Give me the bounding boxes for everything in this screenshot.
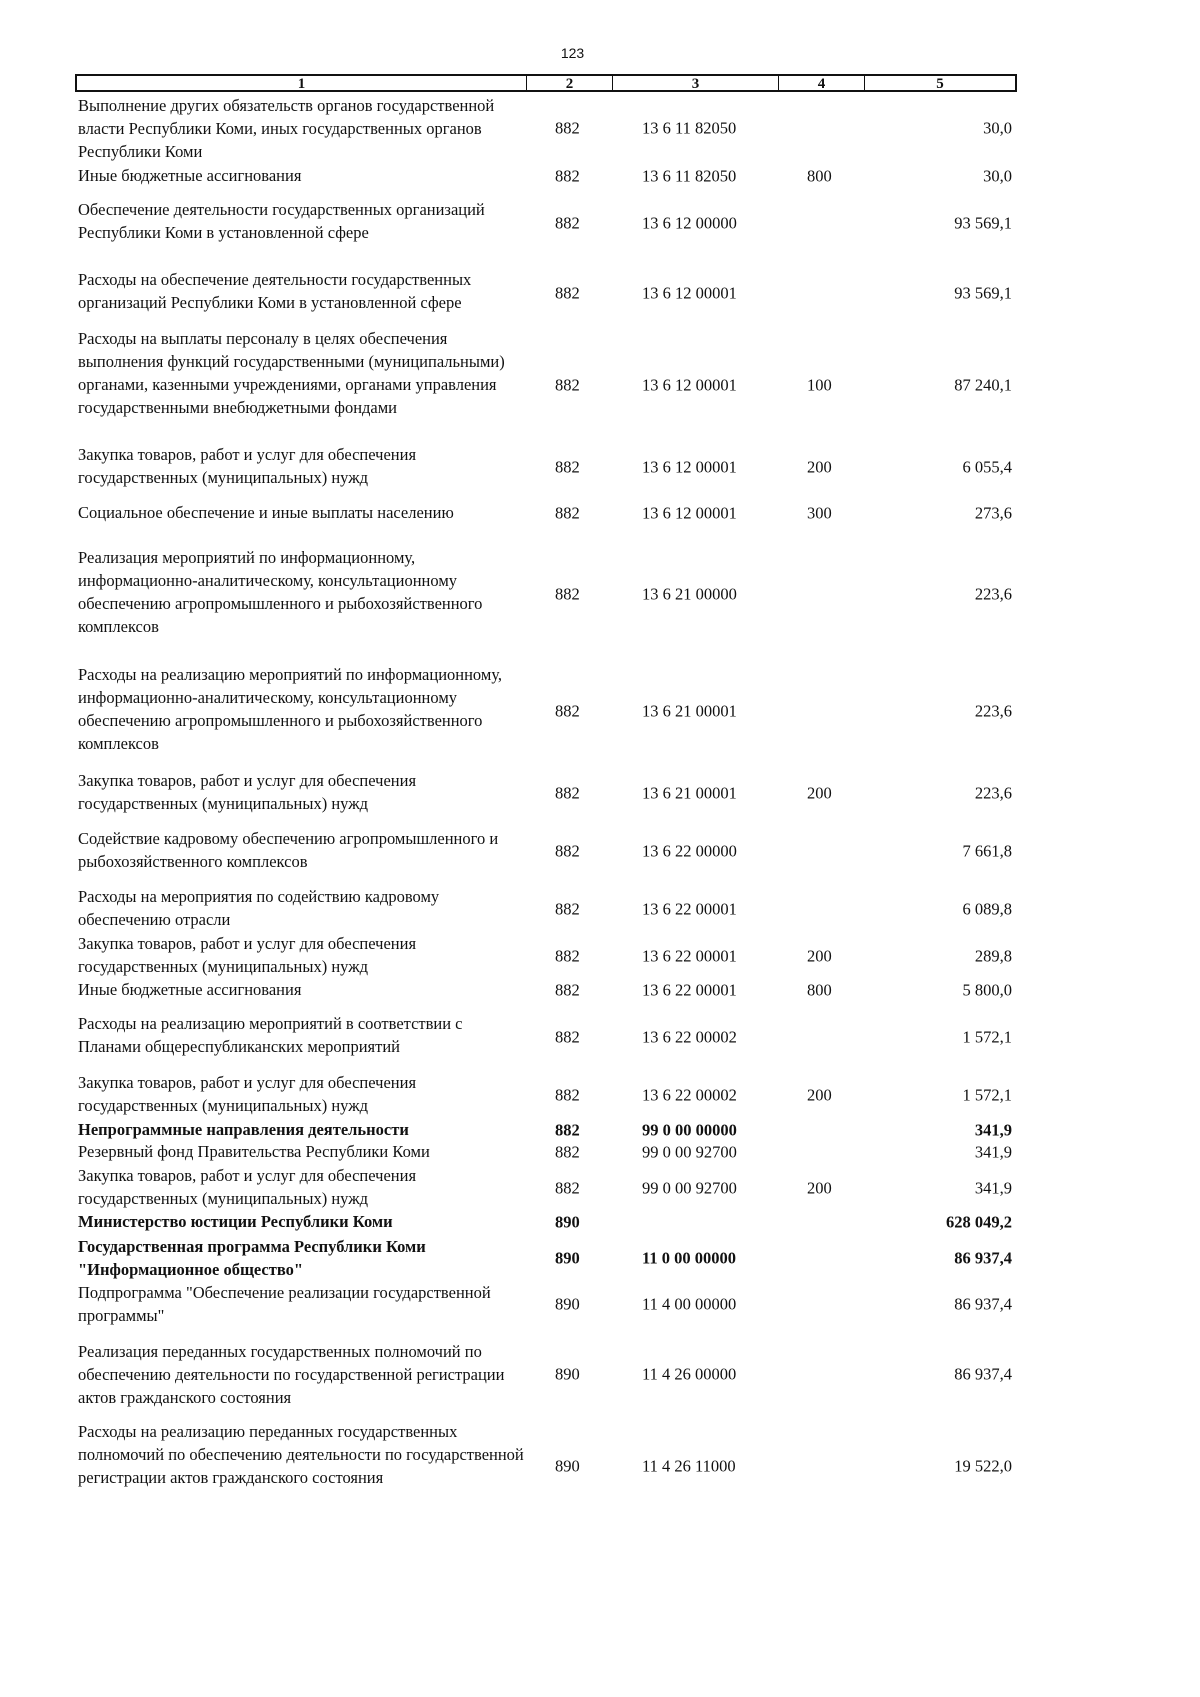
row-col-5: 86 937,4 <box>954 1294 1012 1314</box>
row-col-2: 882 <box>555 980 580 999</box>
row-col-3: 11 4 00 00000 <box>642 1294 737 1314</box>
table-row <box>0 164 1100 187</box>
row-col-2: 890 <box>555 1364 580 1384</box>
row-col-2: 882 <box>555 166 580 185</box>
row-col-3: 99 0 00 92700 <box>642 1178 737 1197</box>
row-col-3: 13 6 12 00000 <box>642 213 737 232</box>
row-col-2: 882 <box>555 841 580 860</box>
table-row <box>0 443 1100 490</box>
row-name: Резервный фонд Правительства Республики Коми <box>78 1142 430 1161</box>
row-col-2: 882 <box>555 457 580 476</box>
row-col-4: 200 <box>807 783 832 802</box>
row-col-4: 200 <box>807 946 832 965</box>
row-col-5: 30,0 <box>983 118 1012 138</box>
row-col-5: 223,6 <box>974 701 1012 721</box>
row-col-3: 11 4 26 00000 <box>642 1364 737 1384</box>
row-col-5: 93 569,1 <box>954 213 1012 232</box>
row-col-2: 882 <box>555 1085 580 1104</box>
row-col-3: 99 0 00 92700 <box>642 1142 737 1161</box>
table-row <box>0 932 1100 979</box>
row-col-3: 13 6 22 00002 <box>642 1085 737 1104</box>
table-row <box>0 198 1100 247</box>
row-col-4: 100 <box>807 375 832 394</box>
table-row <box>0 1210 1100 1233</box>
table-row <box>0 978 1100 1001</box>
row-col-3: 13 6 21 00001 <box>642 701 737 721</box>
row-col-5: 87 240,1 <box>954 375 1012 394</box>
table-row <box>0 1235 1100 1281</box>
row-col-3: 13 6 11 82050 <box>642 166 737 185</box>
header-col-5: 5 <box>936 76 944 92</box>
row-col-2: 882 <box>555 118 580 138</box>
row-col-5: 223,6 <box>974 783 1012 802</box>
row-col-2: 882 <box>555 503 580 522</box>
row-name: Государственная программа Республики Коми "Информационное общество" <box>78 1237 426 1279</box>
row-col-5: 86 937,4 <box>954 1248 1012 1268</box>
row-name: Реализация мероприятий по информационному, информационно-аналитическому, консультационному обеспечению агропромышленного и рыбохозяйственного комплексов <box>78 548 483 636</box>
row-col-2: 890 <box>555 1294 580 1314</box>
row-col-5: 6 055,4 <box>962 457 1012 476</box>
table-row <box>0 827 1100 874</box>
table-row <box>0 663 1100 759</box>
row-name: Содействие кадровому обеспечению агропромышленного и рыбохозяйственного комплексов <box>78 829 499 871</box>
row-col-3: 13 6 22 00001 <box>642 946 737 965</box>
header-col-3: 3 <box>613 76 779 90</box>
row-col-4: 200 <box>807 1178 832 1197</box>
row-col-5: 86 937,4 <box>954 1364 1012 1384</box>
row-name: Иные бюджетные ассигнования <box>78 166 302 185</box>
row-col-2: 882 <box>555 946 580 965</box>
row-col-2: 882 <box>555 1027 580 1046</box>
row-name: Обеспечение деятельности государственных организаций Республики Коми в установленной сфере <box>78 200 485 242</box>
page-number: 123 <box>560 45 585 61</box>
row-col-4: 800 <box>807 980 832 999</box>
row-col-3: 13 6 22 00001 <box>642 980 737 999</box>
row-col-5: 6 089,8 <box>962 899 1012 918</box>
row-name: Расходы на мероприятия по содействию кадровому обеспечению отрасли <box>78 887 440 929</box>
table-row <box>0 268 1100 317</box>
row-col-5: 628 049,2 <box>946 1212 1012 1231</box>
row-col-5: 19 522,0 <box>954 1456 1012 1476</box>
row-name: Расходы на выплаты персоналу в целях обеспечения выполнения функций государственными (муниципальными) органами, казенными учреждениями, органами управления государственными внебюджетными фондами <box>78 329 505 417</box>
table-row <box>0 1281 1100 1327</box>
row-col-3: 13 6 12 00001 <box>642 503 737 522</box>
table-row <box>0 1012 1100 1061</box>
header-col-4: 4 <box>779 76 865 90</box>
table-row <box>0 94 1100 162</box>
row-col-4: 300 <box>807 503 832 522</box>
row-col-3: 13 6 12 00001 <box>642 283 737 302</box>
row-col-2: 882 <box>555 283 580 302</box>
row-col-5: 1 572,1 <box>962 1085 1012 1104</box>
row-col-5: 341,9 <box>974 1120 1012 1139</box>
row-col-2: 882 <box>555 584 580 604</box>
row-name: Закупка товаров, работ и услуг для обеспечения государственных (муниципальных) нужд <box>78 1073 417 1115</box>
row-col-3: 13 6 11 82050 <box>642 118 737 138</box>
row-col-3: 13 6 12 00001 <box>642 457 737 476</box>
row-name: Расходы на реализацию мероприятий по информационному, информационно-аналитическому, консультационному обеспечению агропромышленного и рыбохозяйственного комплексов <box>78 665 503 753</box>
row-col-4: 200 <box>807 457 832 476</box>
row-col-3: 13 6 21 00001 <box>642 783 737 802</box>
row-col-3: 13 6 22 00002 <box>642 1027 737 1046</box>
row-col-2: 882 <box>555 701 580 721</box>
row-col-5: 93 569,1 <box>954 283 1012 302</box>
table-row <box>0 327 1100 442</box>
row-name: Закупка товаров, работ и услуг для обеспечения государственных (муниципальных) нужд <box>78 1166 417 1208</box>
table-header <box>75 74 1017 92</box>
table-row <box>0 501 1100 524</box>
row-col-5: 341,9 <box>974 1142 1012 1161</box>
row-name: Выполнение других обязательств органов государственной власти Республики Коми, иных государственных органов Республики Коми <box>78 96 495 161</box>
row-col-5: 7 661,8 <box>962 841 1012 860</box>
row-name: Социальное обеспечение и иные выплаты населению <box>78 503 454 522</box>
row-col-4: 200 <box>807 1085 832 1104</box>
row-col-5: 30,0 <box>983 166 1012 185</box>
row-name: Расходы на обеспечение деятельности государственных организаций Республики Коми в установленной сфере <box>78 270 472 312</box>
table-row <box>0 1164 1100 1211</box>
table-row <box>0 885 1100 932</box>
row-col-2: 882 <box>555 375 580 394</box>
row-name: Закупка товаров, работ и услуг для обеспечения государственных (муниципальных) нужд <box>78 934 417 976</box>
row-col-5: 223,6 <box>974 584 1012 604</box>
row-col-3: 13 6 12 00001 <box>642 375 737 394</box>
table-row <box>0 1071 1100 1118</box>
row-col-5: 1 572,1 <box>962 1027 1012 1046</box>
row-col-4: 800 <box>807 166 832 185</box>
row-col-3: 99 0 00 00000 <box>642 1120 737 1139</box>
row-col-2: 882 <box>555 1178 580 1197</box>
row-col-2: 882 <box>555 783 580 802</box>
row-col-2: 890 <box>555 1456 580 1476</box>
row-col-2: 882 <box>555 899 580 918</box>
row-col-5: 289,8 <box>974 946 1012 965</box>
row-col-3: 13 6 22 00001 <box>642 899 737 918</box>
row-col-2: 890 <box>555 1248 580 1268</box>
row-name: Закупка товаров, работ и услуг для обеспечения государственных (муниципальных) нужд <box>78 445 417 487</box>
table-row <box>0 1140 1100 1163</box>
row-name: Реализация переданных государственных полномочий по обеспечению деятельности по государственной регистрации актов гражданского состояния <box>78 1342 505 1407</box>
row-name: Закупка товаров, работ и услуг для обеспечения государственных (муниципальных) нужд <box>78 771 417 813</box>
row-col-3: 11 4 26 11000 <box>642 1456 736 1476</box>
header-col-1: 1 <box>77 76 527 90</box>
row-name: Иные бюджетные ассигнования <box>78 980 302 999</box>
row-name: Расходы на реализацию мероприятий в соответствии с Планами общереспубликанских мероприятий <box>78 1014 463 1056</box>
table-row <box>0 546 1100 642</box>
row-col-3: 11 0 00 00000 <box>642 1248 736 1268</box>
table-row <box>0 1118 1100 1141</box>
row-name: Расходы на реализацию переданных государственных полномочий по обеспечению деятельности по государственной регистрации актов гражданского состояния <box>78 1422 524 1487</box>
row-col-2: 890 <box>555 1212 580 1231</box>
row-col-5: 273,6 <box>974 503 1012 522</box>
row-col-5: 5 800,0 <box>962 980 1012 999</box>
header-col-2: 2 <box>527 76 613 90</box>
row-col-2: 882 <box>555 213 580 232</box>
table-row <box>0 1340 1100 1408</box>
row-col-3: 13 6 21 00000 <box>642 584 737 604</box>
table-row <box>0 769 1100 816</box>
row-col-2: 882 <box>555 1120 580 1139</box>
row-col-3: 13 6 22 00000 <box>642 841 737 860</box>
row-col-5: 341,9 <box>974 1178 1012 1197</box>
row-name: Непрограммные направления деятельности <box>78 1120 409 1139</box>
row-name: Подпрограмма "Обеспечение реализации государственной программы" <box>78 1283 491 1325</box>
row-col-2: 882 <box>555 1142 580 1161</box>
row-name: Министерство юстиции Республики Коми <box>78 1212 393 1231</box>
table-row <box>0 1420 1100 1512</box>
